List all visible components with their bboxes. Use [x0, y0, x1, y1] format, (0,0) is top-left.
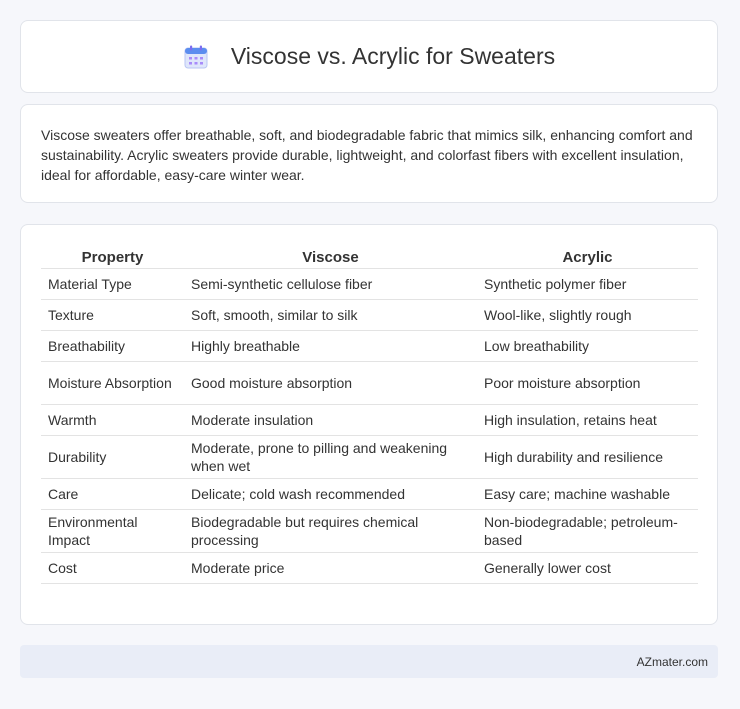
acrylic-cell: Generally lower cost — [477, 553, 698, 584]
property-cell: Cost — [41, 553, 184, 584]
acrylic-cell: Synthetic polymer fiber — [477, 269, 698, 300]
page-title: Viscose vs. Acrylic for Sweaters — [230, 43, 556, 69]
header-property: Property — [41, 245, 184, 269]
comparison-table — [41, 245, 698, 584]
footer-brand[interactable]: AZmater.com — [636, 654, 708, 669]
viscose-cell: Moderate price — [184, 553, 477, 584]
acrylic-cell: High insulation, retains heat — [477, 405, 698, 436]
table-row — [41, 479, 698, 510]
viscose-cell: Soft, smooth, similar to silk — [184, 300, 477, 331]
property-cell: Environmental Impact — [41, 510, 184, 553]
viscose-cell: Highly breathable — [184, 331, 477, 362]
calendar-icon — [183, 44, 209, 70]
footer — [20, 645, 718, 678]
viscose-cell: Semi-synthetic cellulose fiber — [184, 269, 477, 300]
acrylic-cell: High durability and resilience — [477, 436, 698, 479]
table-header-row — [41, 245, 698, 269]
table-row — [41, 436, 698, 479]
header-acrylic: Acrylic — [477, 245, 698, 269]
viscose-cell: Moderate insulation — [184, 405, 477, 436]
header — [183, 43, 555, 70]
viscose-cell: Biodegradable but requires chemical processing — [184, 510, 477, 553]
header-viscose: Viscose — [184, 245, 477, 269]
summary-text: Viscose sweaters offer breathable, soft, and biodegradable fabric that mimics silk, enhancing comfort and sustainability. Acrylic sweaters provide durable, lightweight, and colorfast fibers with excellent insulation, ideal for affordable, easy-care winter wear. — [41, 127, 693, 183]
property-cell: Moisture Absorption — [41, 362, 184, 405]
table-row — [41, 510, 698, 553]
property-cell: Texture — [41, 300, 184, 331]
property-cell: Breathability — [41, 331, 184, 362]
viscose-cell: Delicate; cold wash recommended — [184, 479, 477, 510]
table-row — [41, 331, 698, 362]
viscose-cell: Moderate, prone to pilling and weakening when wet — [184, 436, 477, 479]
property-cell: Material Type — [41, 269, 184, 300]
property-cell: Care — [41, 479, 184, 510]
table-row — [41, 553, 698, 584]
comparison-table-card — [20, 224, 718, 625]
viscose-cell: Good moisture absorption — [184, 362, 477, 405]
summary-card — [20, 104, 718, 203]
acrylic-cell: Wool-like, slightly rough — [477, 300, 698, 331]
table-row — [41, 405, 698, 436]
table-row — [41, 269, 698, 300]
header-card — [20, 20, 718, 93]
acrylic-cell: Low breathability — [477, 331, 698, 362]
table-row — [41, 362, 698, 405]
acrylic-cell: Non-biodegradable; petroleum-based — [477, 510, 698, 553]
acrylic-cell: Easy care; machine washable — [477, 479, 698, 510]
property-cell: Durability — [41, 436, 184, 479]
property-cell: Warmth — [41, 405, 184, 436]
acrylic-cell: Poor moisture absorption — [477, 362, 698, 405]
table-row — [41, 300, 698, 331]
